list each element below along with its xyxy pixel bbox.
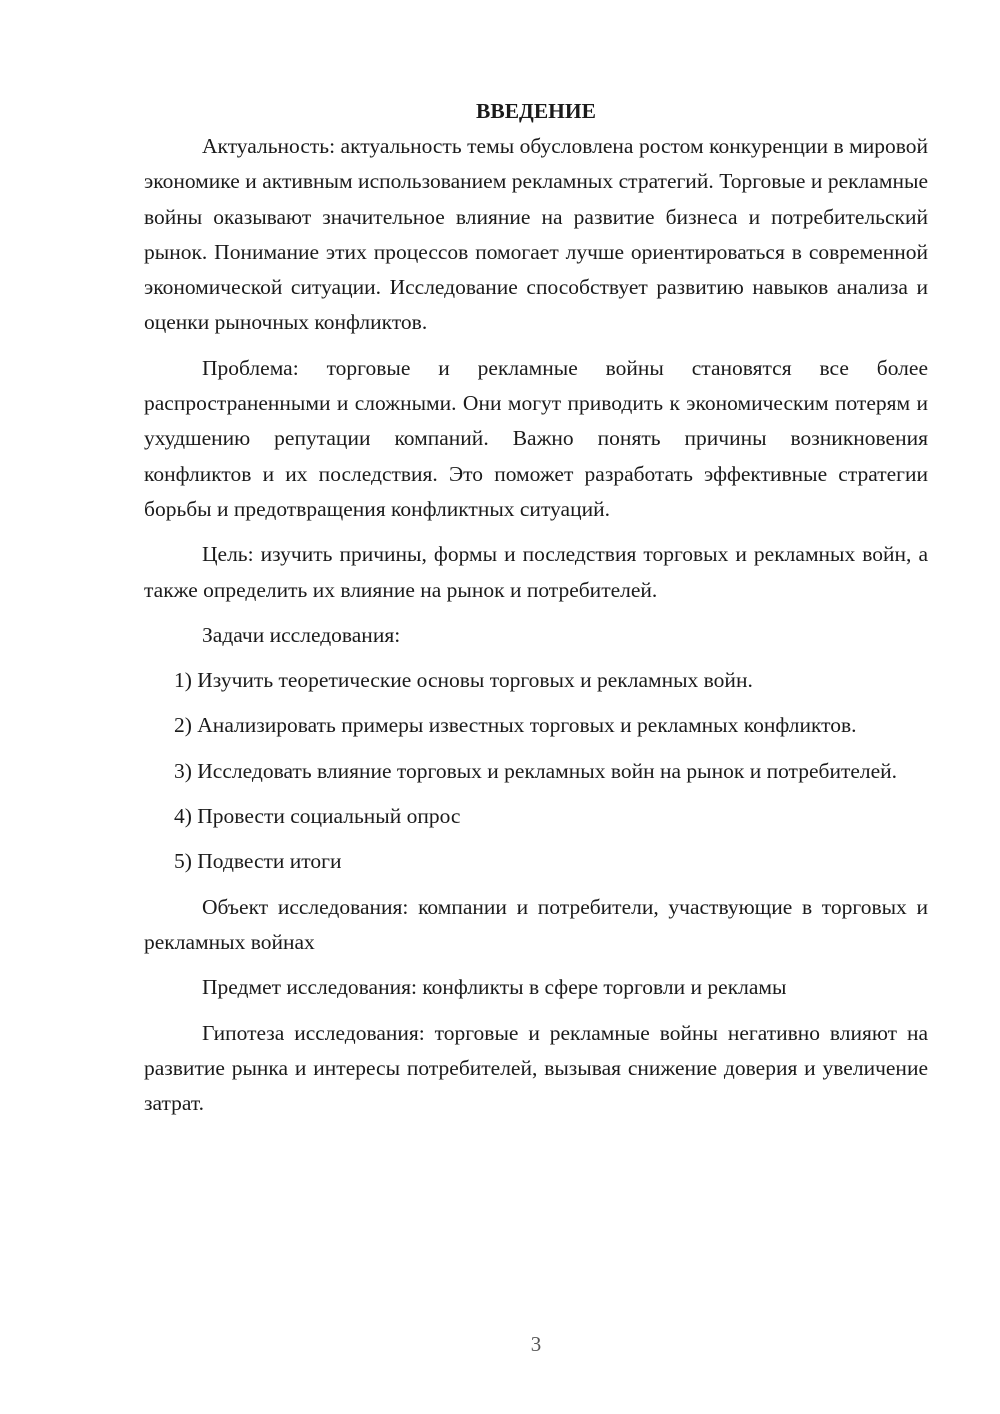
task-item-1: 1) Изучить теоретические основы торговых и рекламных войн. xyxy=(174,668,753,693)
paragraph-hypothesis: Гипотеза исследования: торговые и рекламные войны негативно влияют на развитие рынка и интересы потребителей, вызывая снижение доверия и увеличение затрат. xyxy=(144,1020,928,1116)
document-page xyxy=(144,94,928,1131)
task-item-3: 3) Исследовать влияние торговых и рекламных войн на рынок и потребителей. xyxy=(174,758,898,783)
task-item-5: 5) Подвести итоги xyxy=(174,849,342,874)
paragraph-problem: Проблема: торговые и рекламные войны становятся все более распространенными и сложными. Они могут приводить к экономическим потерям и ухудшению репутации компаний. Важно понять причины возникновения конфликтов и их последствия. Это поможет разработать эффективные стратегии борьбы и предотвращения конфликтных ситуаций. xyxy=(144,355,928,521)
page-title: ВВЕДЕНИЕ xyxy=(476,99,596,123)
paragraph-object: Объект исследования: компании и потребители, участвующие в торговых и рекламных войнах xyxy=(144,894,928,954)
paragraph-goal: Цель: изучить причины, формы и последствия торговых и рекламных войн, а также определить их влияние на рынок и потребителей. xyxy=(144,542,928,602)
paragraph-relevance: Актуальность: актуальность темы обусловлена ростом конкуренции в мировой экономике и активным использованием рекламных стратегий. Торговые и рекламные войны оказывают значительное влияние на развитие бизнеса и потребительский рынок. Понимание этих процессов помогает лучше ориентироваться в современной экономической ситуации. Исследование способствует развитию навыков анализа и оценки рыночных конфликтов. xyxy=(144,134,928,335)
page-number: 3 xyxy=(530,1332,542,1356)
task-item-4: 4) Провести социальный опрос xyxy=(174,804,461,829)
tasks-heading: Задачи исследования: xyxy=(202,622,401,647)
task-item-2: 2) Анализировать примеры известных торговых и рекламных конфликтов. xyxy=(174,713,857,738)
paragraph-subject: Предмет исследования: конфликты в сфере торговли и рекламы xyxy=(202,975,787,1000)
